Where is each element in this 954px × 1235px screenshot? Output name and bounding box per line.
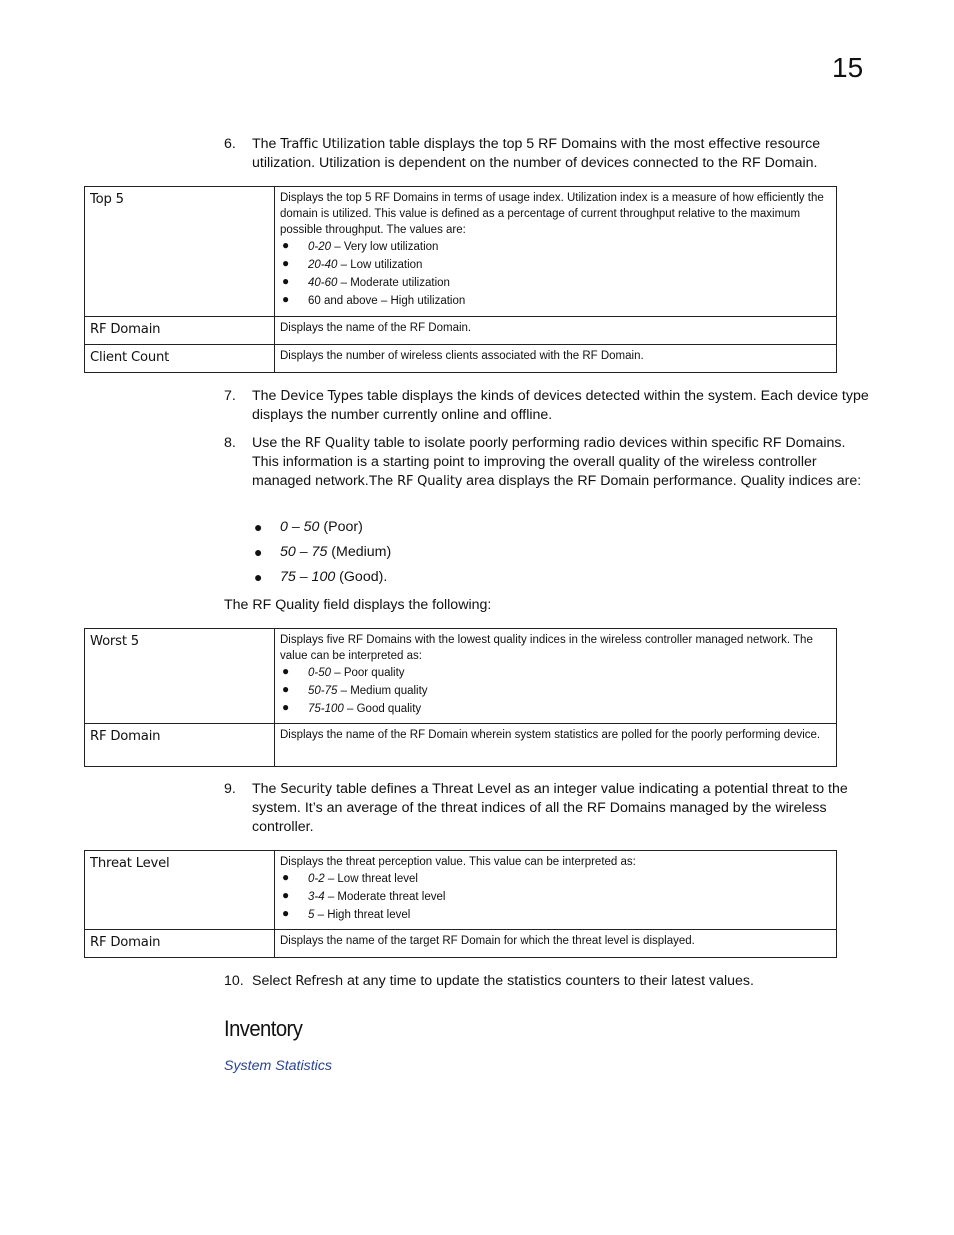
bullet-term: 0-20 (308, 241, 332, 253)
bullet-icon: ● (254, 519, 263, 535)
list-item (252, 543, 391, 568)
ui-term: Security (280, 782, 333, 797)
step-text: table displays the top 5 RF Domains with the most effective resource utilization. Utilization is dependent on the number of devices connected to the RF Domain. (252, 136, 821, 171)
table-row (85, 317, 837, 345)
desc-text: Displays the threat perception value. This value can be interpreted as: (280, 856, 636, 868)
rf-quality-table (84, 628, 837, 767)
step-number: 6. (224, 136, 236, 152)
bullet-text: 60 and above – High utilization (308, 295, 466, 307)
desc-cell (275, 851, 837, 930)
desc-cell: Displays the name of the RF Domain. (275, 317, 837, 345)
bullet-text: – Moderate threat level (324, 891, 446, 903)
step-7 (224, 387, 869, 425)
term-cell: RF Domain (85, 724, 275, 767)
bullet-text: – Low utilization (337, 259, 423, 271)
list-term: 0 – 50 (280, 519, 320, 535)
bullet-icon: ● (254, 544, 263, 560)
desc-text: Displays five RF Domains with the lowest quality indices in the wireless controller managed network. The value can be interpreted as: (280, 634, 813, 662)
desc-cell: Displays the number of wireless clients associated with the RF Domain. (275, 345, 837, 373)
step-text: The (252, 388, 281, 404)
bullet-icon: ● (282, 682, 290, 696)
table-row (85, 724, 837, 767)
bullet-term: 0-2 (308, 873, 325, 885)
bullet-item (280, 870, 830, 888)
bullet-icon: ● (282, 906, 290, 920)
bullet-item (280, 682, 830, 700)
term-cell: Top 5 (85, 187, 275, 317)
term-cell: Threat Level (85, 851, 275, 930)
step-number: 7. (224, 388, 236, 404)
bullet-icon: ● (254, 569, 263, 585)
ui-term: RF Quality (304, 436, 370, 451)
bullet-item (280, 256, 830, 274)
desc-cell (275, 187, 837, 317)
table-row (85, 345, 837, 373)
table-row (85, 187, 837, 317)
step-text: The (252, 781, 281, 797)
bullet-term: 3-4 (308, 891, 325, 903)
step-number: 8. (224, 435, 236, 451)
bullet-icon: ● (282, 256, 290, 270)
bullet-icon: ● (282, 238, 290, 252)
step-number: 10. (224, 973, 244, 989)
ui-term: Device Types (280, 389, 364, 404)
bullet-icon: ● (282, 274, 290, 288)
bullet-text: – Good quality (343, 703, 422, 715)
section-heading: Inventory (224, 1016, 303, 1041)
term-cell: RF Domain (85, 930, 275, 958)
step-text: Select (252, 973, 296, 989)
desc-cell: Displays the name of the target RF Domain for which the threat level is displayed. (275, 930, 837, 958)
step-text: at any time to update the statistics counters to their latest values. (343, 973, 754, 989)
step-8 (224, 434, 869, 491)
bullet-text: – Medium quality (337, 685, 428, 697)
rf-quality-intro: The RF Quality field displays the following: (224, 597, 492, 613)
bullet-term: 75-100 (308, 703, 344, 715)
ui-term: Traffic Utilization (280, 137, 386, 152)
step-6 (224, 135, 869, 173)
step-10 (224, 972, 869, 991)
term-cell: Worst 5 (85, 629, 275, 724)
step-text: Use the (252, 435, 305, 451)
system-statistics-link[interactable]: System Statistics (224, 1058, 333, 1074)
bullet-icon: ● (282, 664, 290, 678)
list-text: (Good). (335, 569, 388, 585)
bullet-text: – High threat level (314, 909, 411, 921)
list-term: 75 – 100 (280, 569, 336, 585)
bullet-item (280, 906, 830, 924)
bullet-item (280, 700, 830, 718)
step-text: The (252, 136, 281, 152)
table-row (85, 851, 837, 930)
step-number: 9. (224, 781, 236, 797)
traffic-utilization-table (84, 186, 837, 373)
list-text: (Poor) (319, 519, 363, 535)
desc-cell: Displays the name of the RF Domain wherein system statistics are polled for the poorly performing device. (275, 724, 837, 767)
bullet-term: 50-75 (308, 685, 338, 697)
list-item (252, 518, 391, 543)
ui-term: RF Quality (397, 474, 463, 489)
bullet-text: – Moderate utilization (337, 277, 450, 289)
list-text: (Medium) (327, 544, 392, 560)
ui-term: Refresh (295, 974, 344, 989)
chapter-number: 15 (832, 52, 864, 83)
quality-list (252, 518, 391, 593)
term-cell: Client Count (85, 345, 275, 373)
step-text: table displays the kinds of devices detected within the system. Each device type displays the number currently online and offline. (252, 388, 869, 423)
term-cell: RF Domain (85, 317, 275, 345)
bullet-text: – Poor quality (331, 667, 405, 679)
bullet-item (280, 664, 830, 682)
bullet-text: – Low threat level (324, 873, 418, 885)
desc-text: Displays the top 5 RF Domains in terms of usage index. Utilization index is a measure of how efficiently the domain is utilized. This value is defined as a percentage of current throughput relative to the maximum possible throughput. The values are: (280, 192, 824, 236)
security-table (84, 850, 837, 958)
step-text: area displays the RF Domain performance. Quality indices are: (462, 473, 862, 489)
bullet-term: 5 (308, 909, 315, 921)
desc-cell (275, 629, 837, 724)
step-text: table to isolate poorly performing radio devices within specific RF Domains. This information is a starting point to improving the overall quality of the wireless controller managed network.The (252, 435, 846, 489)
bullet-icon: ● (282, 888, 290, 902)
step-text: table defines a Threat Level as an integer value indicating a potential threat to the system. It’s an average of the threat indices of all the RF Domains managed by the wireless controller. (252, 781, 848, 835)
bullet-item (280, 238, 830, 256)
bullet-term: 40-60 (308, 277, 338, 289)
step-9 (224, 780, 869, 837)
bullet-item (280, 888, 830, 906)
bullet-item (280, 292, 830, 310)
bullet-icon: ● (282, 870, 290, 884)
list-item (252, 568, 391, 593)
bullet-term: 20-40 (308, 259, 338, 271)
bullet-term: 0-50 (308, 667, 332, 679)
bullet-icon: ● (282, 292, 290, 306)
table-row (85, 930, 837, 958)
bullet-item (280, 274, 830, 292)
table-row (85, 629, 837, 724)
bullet-text: – Very low utilization (331, 241, 439, 253)
list-term: 50 – 75 (280, 544, 328, 560)
bullet-icon: ● (282, 700, 290, 714)
